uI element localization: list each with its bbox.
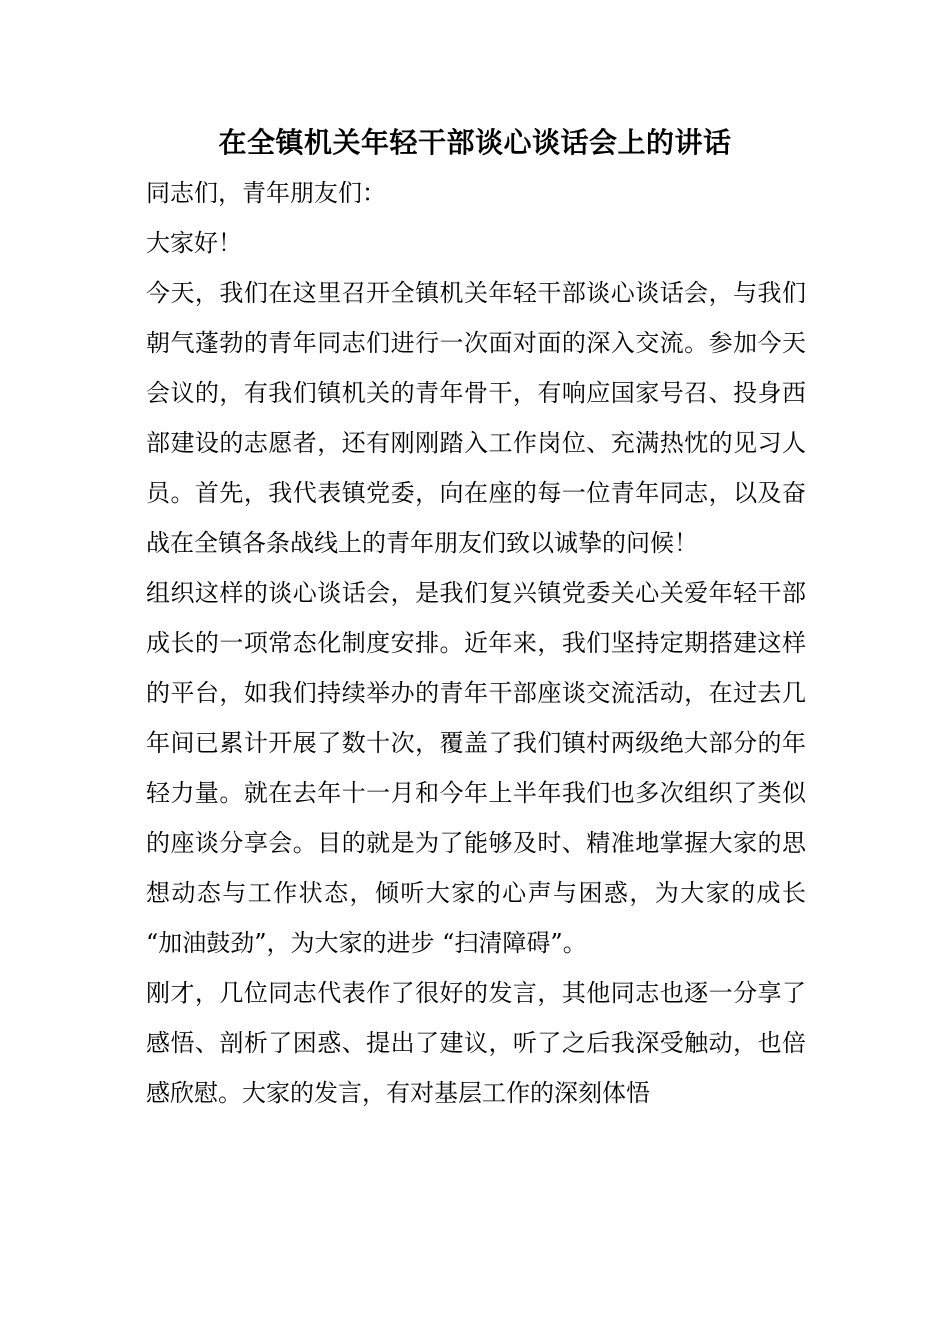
paragraph-2: 组织这样的谈心谈话会，是我们复兴镇党委关心关爱年轻干部成长的一项常态化制度安排。近年来，我们坚持定期搭建这样的平台，如我们持续举办的青年干部座谈交流活动，在过去几年间已累计开展了数十次，覆盖了我们镇村两级绝大部分的年轻力量。就在去年十一月和今年上半年我们也多次组织了类似的座谈分享会。目的就是为了能够及时、精准地掌握大家的思想动态与工作状态，倾听大家的心声与困惑，为大家的成长 “加油鼓劲”，为大家的进步 “扫清障碍”。: [146, 579, 806, 957]
paragraph-1: 今天，我们在这里召开全镇机关年轻干部谈心谈话会，与我们朝气蓬勃的青年同志们进行一次面对面的深入交流。参加今天会议的，有我们镇机关的青年骨干，有响应国家号召、投身西部建设的志愿者，还有刚刚踏入工作岗位、充满热忱的见习人员。首先，我代表镇党委，向在座的每一位青年同志，以及奋战在全镇各条战线上的青年朋友们致以诚挚的问候！: [146, 279, 806, 557]
document-title: 在全镇机关年轻干部谈心谈话会上的讲话: [218, 126, 732, 159]
greeting: 大家好！: [146, 229, 242, 257]
paragraph-3: 刚才，几位同志代表作了很好的发言，其他同志也逐一分享了感悟、剖析了困惑、提出了建议，听了之后我深受触动，也倍感欣慰。大家的发言，有对基层工作的深刻体悟: [146, 979, 806, 1107]
document-body: [146, 168, 806, 1118]
salutation: 同志们，青年朋友们：: [146, 179, 386, 207]
